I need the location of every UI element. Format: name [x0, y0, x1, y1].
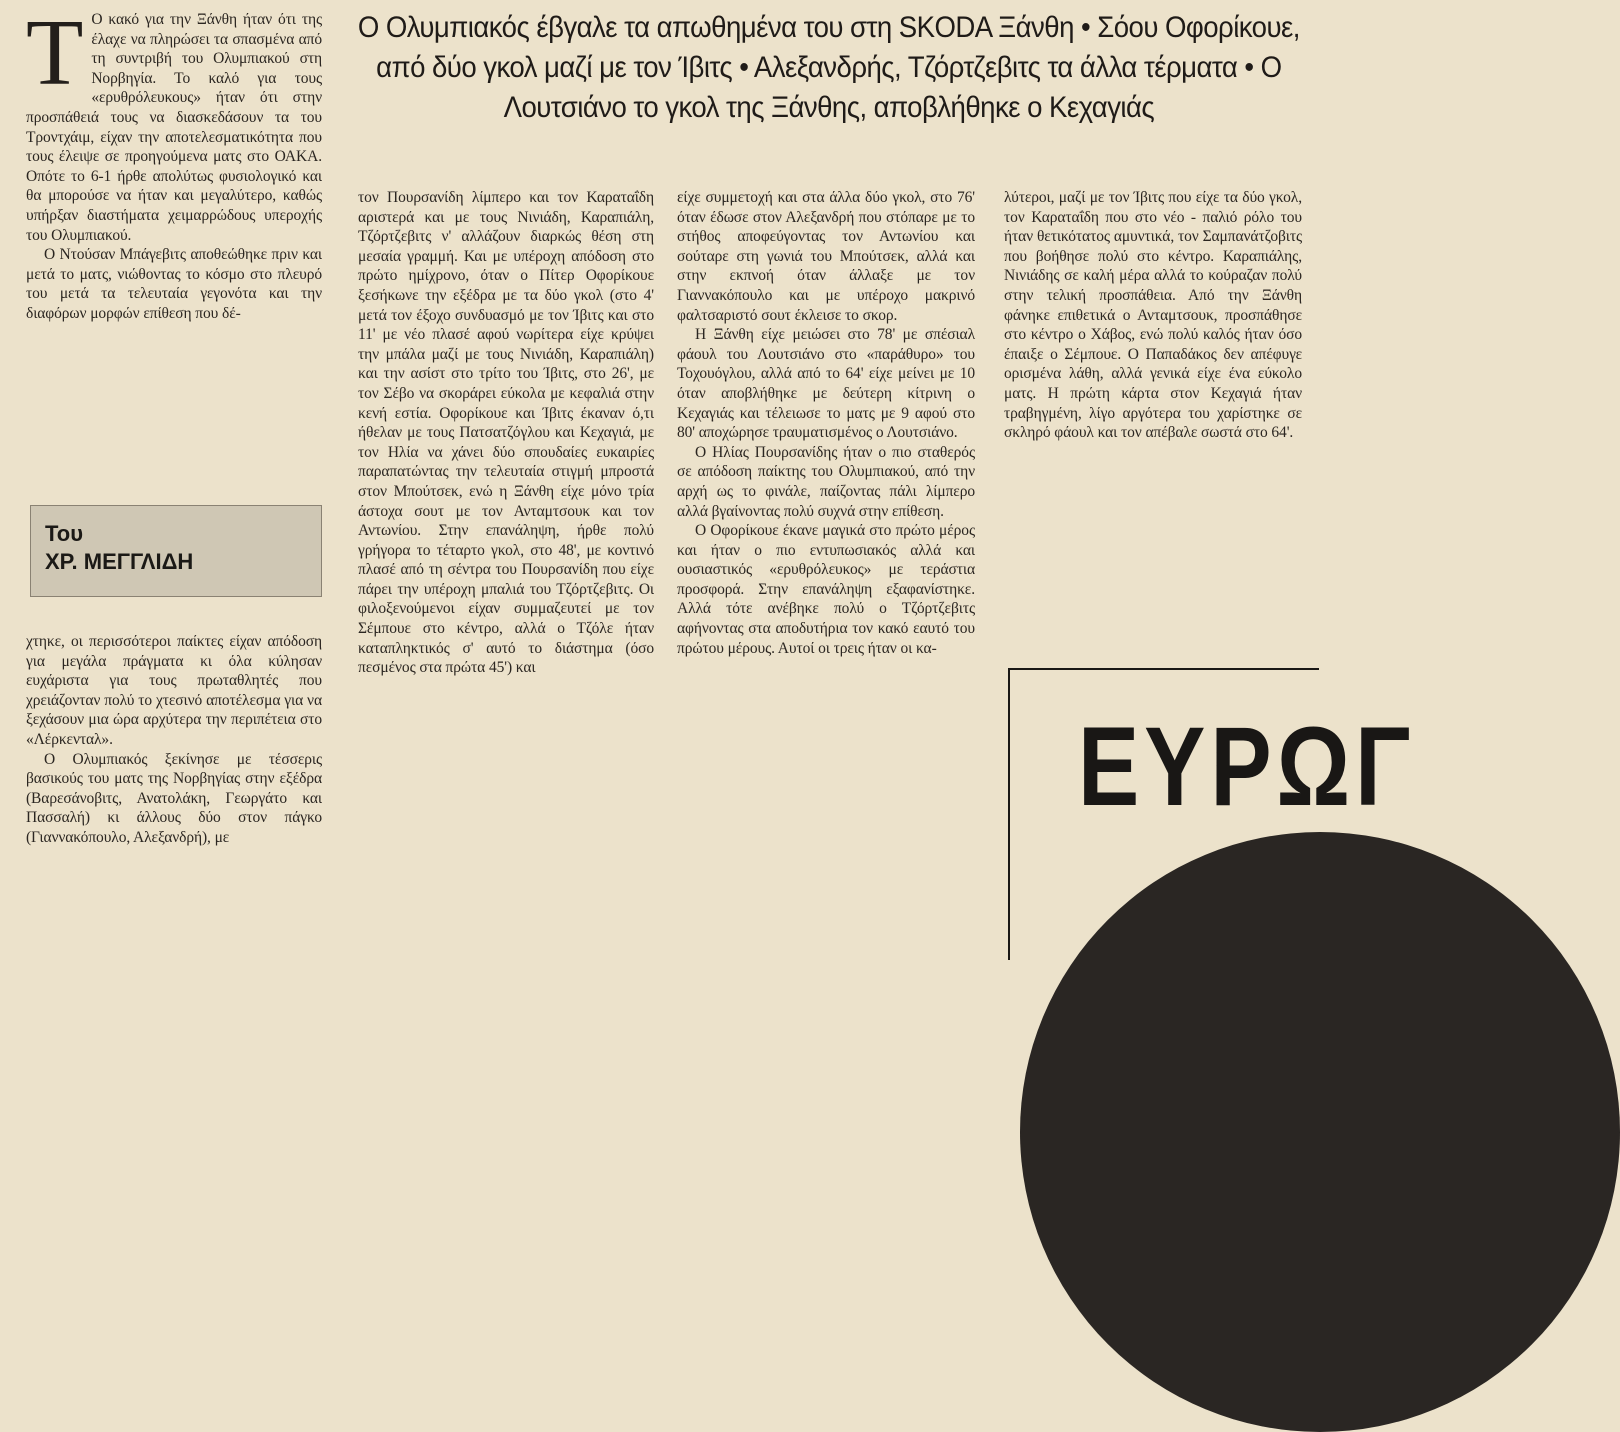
paragraph: Ο κακό για την Ξάνθη ήταν ότι της έλαχε να πληρώσει τα σπασμένα από τη συντριβή του Ολυμπιακού στη Νορβηγία. Το καλό για τους «ερυθρόλευκους» ήταν ότι στην προσπάθειά τους να διασκεδάσουν τα του Τροντχάιμ, είχαν την αποτελεσματικότητα που τους έλειψε σε προηγούμενα ματς στο ΟΑΚΑ. Οπότε το 6-1 ήρθε απολύτως φυσιολογικό και θα μπορούσε να ήταν και μεγαλύτερο, καθώς υπήρξαν διαστήματα χειμαρρώδους υπεροχής του Ολυμπιακού.	[26, 11, 322, 244]
paragraph: τον Πουρσανίδη λίμπερο και τον Καραταΐδη αριστερά και με τους Νινιάδη, Καραπιάλη, Τζόρτζεβιτς ν' αλλάζουν διαρκώς θέση στη μεσαία γραμμή. Και με υπέροχη απόδοση στο πρώτο ημίχρονο, όταν ο Πίτερ Οφορίκουε ξεσήκωνε την εξέδρα με τα δύο γκολ (στο 4' μετά τον έξοχο συνδυασμό με τον Ίβιτς και στο 11' με νέο πλασέ αφού νωρίτερα είχε κρύψει την μπάλα μαζί με τους Νινιάδη, Καραπιάλη) και την ασίστ στο τρίτο του Ίβιτς, στο 26', με τον Σέβο να σκοράρει εύκολα με κεφαλιά στην κενή εστία. Οφορίκουε και Ίβιτς έκαναν ό,τι ήθελαν με τους Πατσατζόγλου και Κεχαγιά, με τον Ηλία να χάνει δύο σπουδαίες ευκαιρίες παραπατώντας την τελευταία στιγμή μπροστά στον Μπούτσεκ, ενώ η Ξάνθη είχε μόνο τρία άστοχα σουτ με τον Ανταμτσουκ και τον Αντωνίου. Στην επανάληψη, ήρθε πολύ γρήγορα το τέταρτο γκολ, στο 48', με κοντινό πλασέ από τη σέντρα του Πουρσανίδη που είχε πάρει την υπέροχη μπαλιά του Τζόρτζεβιτς. Οι φιλοξενούμενοι είχαν συμμαζευτεί με τον Σέμπουε στο κέντρο, αλλά ο Τζόλε ήταν καταπληκτικός σ' αυτό το διάστημα (όσο πεσμένος στα πρώτα 45') και	[358, 189, 654, 677]
paragraph: λύτεροι, μαζί με τον Ίβιτς που είχε τα δύο γκολ, τον Καραταΐδη που στο νέο - παλιό ρόλο του ήταν θετικότατος αμυντικά, τον Σαμπανάτζοβιτς που βοήθησε πολύ στο κέντρο. Καραπιάλης, Νινιάδης σε καλή μέρα αλλά το κούραζαν πολύ στην τελική προσπάθεια. Από την Ξάνθη φάνηκε επιθετικά ο Ανταμτσουκ, προσπάθησε στο κέντρο ο Χάβος, ενώ πολύ καλός ήταν όσο έπαιξε ο Σέμπουε. Ο Παπαδάκος δεν απέφυγε ορισμένα λάθη, αλλά γενικά είχε ένα εύκολο ματς. Η πρώτη κάρτα στον Κεχαγιά ήταν τραβηγμένη, λίγο αργότερα του χαρίστηκε σε σκληρό φάουλ και τον απέβαλε σωστά στο 64'.	[1004, 189, 1302, 442]
paragraph: είχε συμμετοχή και στα άλλα δύο γκολ, στο 76' όταν έδωσε στον Αλεξανδρή που στόπαρε με το στήθος αποφεύγοντας τον Αντωνίου και σούταρε στη γωνιά του Μπούτσεκ, αλλά και στην εκπνοή όταν άλλαξε με τον Γιαννακόπουλο και με υπέροχο μακρινό φαλτσαριστό σουτ έκλεισε το σκορ.	[677, 189, 975, 324]
paragraph: Ο Ηλίας Πουρσανίδης ήταν ο πιο σταθερός σε απόδοση παίκτης του Ολυμπιακού, από την αρχή ως το φινάλε, παίζοντας πάλι λίμπερο αλλά βγαίνοντας πολύ συχνά στην επίθεση.	[677, 443, 975, 520]
article-column-4	[1004, 188, 1302, 443]
byline-prefix: Του	[45, 521, 84, 546]
drop-cap: Τ	[26, 1, 84, 105]
article-column-3	[677, 188, 975, 658]
paragraph: Η Ξάνθη είχε μειώσει στο 78' με σπέσιαλ φάουλ του Λουτσιάνο στο «παράθυρο» του Τοχουόγλου, αλλά από το 64' είχε μείνει με 10 όταν αποβλήθηκε με δεύτερη κίτρινη ο Κεχαγιάς και τέλειωσε το ματς με 9 αφού στο 80' αποχώρησε τραυματισμένος ο Λουτσιάνο.	[677, 326, 975, 442]
headline: Ο Ολυμπιακός έβγαλε τα απωθημένα του στη SKODA Ξάνθη • Σόου Οφορίκουε, από δύο γκολ μαζί με τον Ίβιτς • Αλεξανδρής, Τζόρτζεβιτς τα άλλα τέρματα • Ο Λουτσιάνο το γκολ της Ξάνθης, αποβλήθηκε ο Κεχαγιάς	[357, 11, 1300, 124]
ad-ball-graphic	[1020, 832, 1620, 1432]
ad-title: ΕΥΡΩΓ	[1078, 704, 1416, 829]
byline-author: ΧΡ. ΜΕΓΓΛΙΔΗ	[45, 549, 194, 574]
article-column-2	[358, 188, 654, 678]
paragraph: Ο Οφορίκουε έκανε μαγικά στο πρώτο μέρος και ήταν ο πιο εντυπωσιακός αλλά και ουσιαστικός «ερυθρόλευκος» με τεράστια προσφορά. Στην επανάληψη εξαφανίστηκε. Αλλά τότε ανέβηκε πολύ ο Τζόρτζεβιτς αφήνοντας στα αποδυτήρια τον κακό εαυτό του πρώτου μέρους. Αυτοί οι τρεις ήταν οι κα-	[677, 522, 975, 657]
byline-box	[30, 505, 322, 597]
article-column-1	[26, 1, 322, 324]
paragraph: Ο Ντούσαν Μπάγεβιτς αποθεώθηκε πριν και μετά το ματς, νιώθοντας το κόσμο στο πλευρό του μετά τα τελευταία γεγονότα και την διαφόρων μορφών επίθεση που δέ-	[26, 246, 322, 322]
paragraph: Ο Ολυμπιακός ξεκίνησε με τέσσερις βασικούς του ματς της Νορβηγίας στην εξέδρα (Βαρεσάνοβιτς, Ανατολάκη, Γεωργάτο και Πασσαλή) κι άλλους δύο στον πάγκο (Γιαννακόπουλο, Αλεξανδρή), με	[26, 750, 322, 846]
article-column-1-continued	[26, 632, 322, 848]
advertisement-box	[1008, 668, 1416, 960]
paragraph: χτηκε, οι περισσότεροι παίκτες είχαν απόδοση για μεγάλα πράγματα κι όλα κύλησαν ευχάριστα για τους πρωταθλητές που χρειάζονταν πολύ το χτεσινό αποτέλεσμα για να ξεχάσουν μια ώρα αρχύτερα την περιπέτεια στο «Λέρκενταλ».	[26, 633, 322, 748]
